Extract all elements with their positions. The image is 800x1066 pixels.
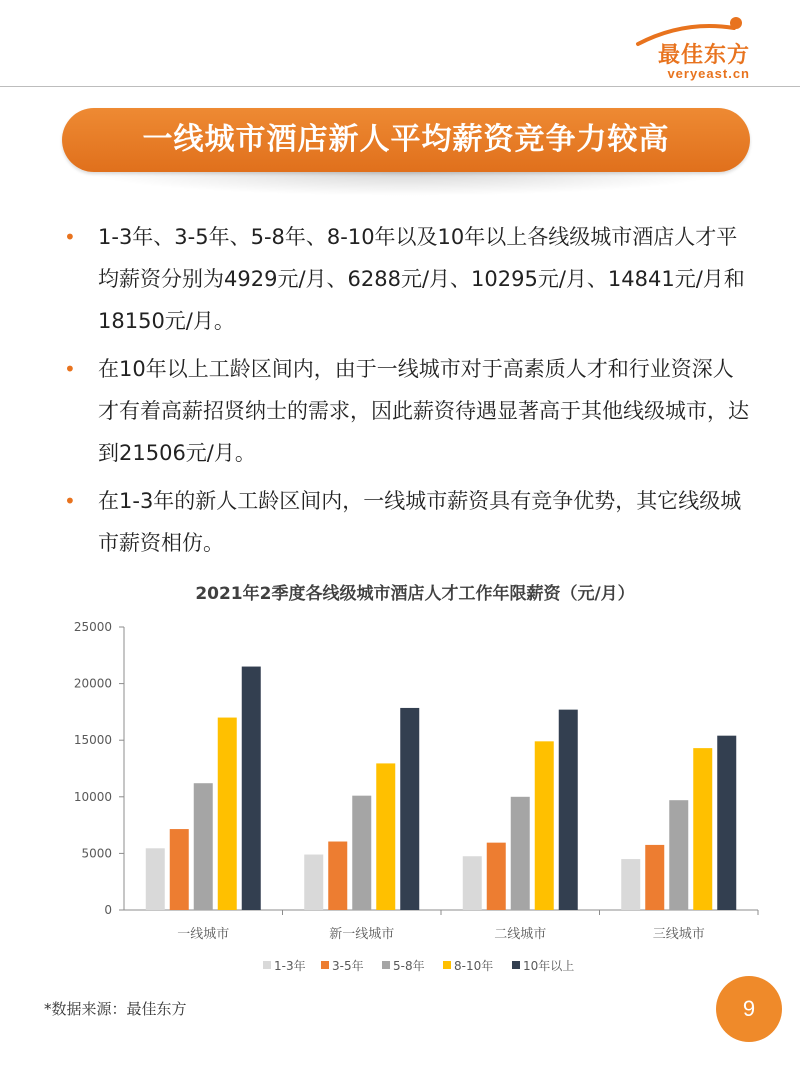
bar [328, 842, 347, 910]
y-tick-label: 5000 [81, 846, 112, 861]
x-category-label: 二线城市 [494, 927, 547, 942]
legend-label: 8-10年 [454, 959, 494, 973]
x-category-label: 三线城市 [652, 927, 705, 942]
bar [304, 855, 323, 910]
bullet-text: 在10年以上工龄区间内，由于一线城市对于高素质人才和行业资深人才有着高薪招贤纳士的需求，因此薪资待遇显著高于其他线级城市，达到21506元/月。 [98, 357, 749, 465]
y-tick-label: 10000 [73, 789, 112, 804]
bar [463, 856, 482, 910]
data-source-note: *数据来源：最佳东方 [44, 1000, 187, 1018]
legend-label: 1-3年 [274, 959, 306, 973]
legend-label: 5-8年 [393, 959, 425, 973]
list-item [64, 480, 754, 564]
y-tick-label: 15000 [73, 733, 112, 748]
page-title: 一线城市酒店新人平均薪资竞争力较高 [142, 122, 670, 157]
bar [376, 763, 395, 910]
title-banner [62, 108, 750, 172]
bar [218, 718, 237, 910]
legend-swatch [263, 961, 271, 969]
salary-bar-chart [0, 570, 800, 980]
bar [693, 748, 712, 910]
bar [717, 736, 736, 910]
bar [400, 708, 419, 910]
brand-logo [586, 14, 756, 80]
bullet-dot-icon: • [64, 489, 76, 513]
legend-swatch [443, 961, 451, 969]
bar [242, 667, 261, 910]
banner-shadow [86, 172, 726, 196]
bar [535, 741, 554, 910]
chart-bars [146, 667, 737, 910]
chart-legend [263, 958, 574, 973]
legend-swatch [321, 961, 329, 969]
legend-swatch [382, 961, 390, 969]
logo-text-cn: 最佳东方 [657, 43, 750, 68]
y-tick-label: 0 [104, 903, 112, 917]
x-category-label: 新一线城市 [329, 927, 395, 942]
bar [352, 796, 371, 910]
x-category-label: 一线城市 [177, 927, 230, 942]
page-number-badge: 9 [716, 976, 782, 1042]
bullet-text: 1-3年、3-5年、5-8年、8-10年以及10年以上各线级城市酒店人才平均薪资分别为4929元/月、6288元/月、10295元/月、14841元/月和18150元/月。 [98, 225, 745, 333]
header-divider [0, 86, 800, 87]
bar [645, 845, 664, 910]
bar [669, 800, 688, 910]
legend-label: 3-5年 [332, 959, 364, 973]
list-item [64, 216, 754, 342]
y-tick-label: 25000 [73, 620, 112, 634]
bullet-dot-icon: • [64, 225, 76, 249]
chart-title: 2021年2季度各线级城市酒店人才工作年限薪资（元/月） [195, 584, 635, 604]
bar [170, 829, 189, 910]
bullet-text: 在1-3年的新人工龄区间内，一线城市薪资具有竞争优势，其它线级城市薪资相仿。 [98, 489, 742, 555]
logo-text-en: veryeast.cn [667, 66, 750, 81]
bullet-dot-icon: • [64, 357, 76, 381]
bar [487, 843, 506, 910]
bar [511, 797, 530, 910]
legend-swatch [512, 961, 520, 969]
list-item [64, 348, 754, 474]
bar [621, 859, 640, 910]
bar [559, 710, 578, 910]
bullet-list [64, 216, 754, 570]
bar [194, 783, 213, 910]
y-tick-label: 20000 [73, 676, 112, 691]
bar [146, 848, 165, 910]
legend-label: 10年以上 [523, 959, 575, 973]
